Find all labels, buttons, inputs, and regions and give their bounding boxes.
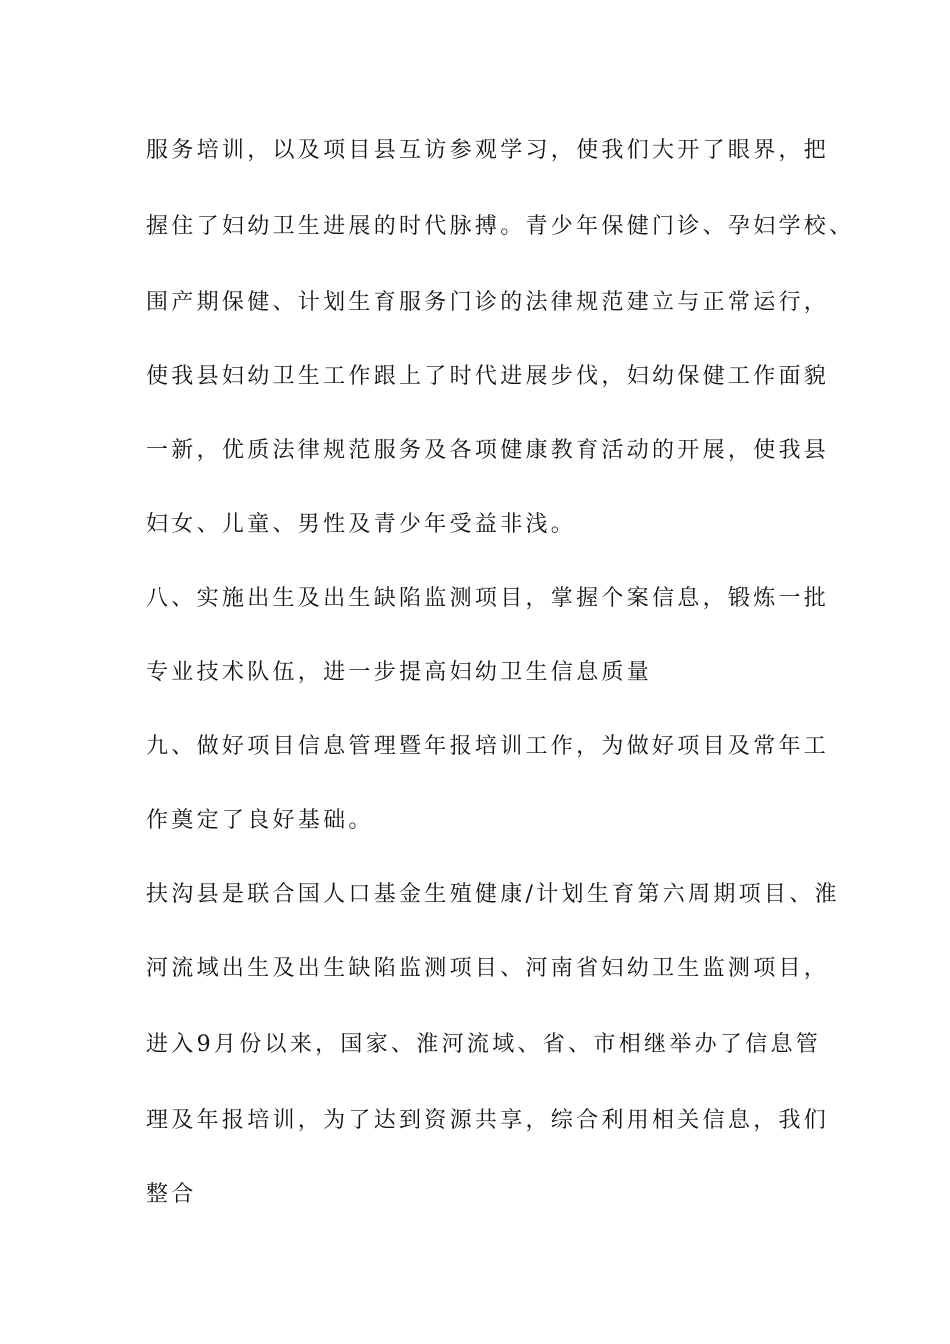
text-line-2: 握住了妇幼卫生进展的时代脉搏。青少年保健门诊、孕妇学校、 [146, 214, 855, 239]
text-line-13: 进入9月份以来，国家、淮河流域、省、市相继举办了信息管 [146, 1032, 822, 1057]
text-line-5: 一新，优质法律规范服务及各项健康教育活动的开展，使我县 [146, 438, 830, 463]
text-line-4: 使我县妇幼卫生工作跟上了时代进展步伐，妇幼保健工作面貌 [146, 364, 830, 389]
text-line-3: 围产期保健、计划生育服务门诊的法律规范建立与正常运行， [146, 290, 830, 315]
section-heading-9-line-2: 作奠定了良好基础。 [146, 808, 374, 833]
section-heading-8-line-1: 八、实施出生及出生缺陷监测项目，掌握个案信息，锻炼一批 [146, 586, 830, 611]
text-line-6: 妇女、儿童、男性及青少年受益非浅。 [146, 512, 577, 537]
section-heading-8-line-2: 专业技术队伍，进一步提高妇幼卫生信息质量 [146, 660, 653, 685]
section-heading-9-line-1: 九、做好项目信息管理暨年报培训工作，为做好项目及常年工 [146, 734, 830, 759]
text-line-12: 河流域出生及出生缺陷监测项目、河南省妇幼卫生监测项目， [146, 956, 830, 981]
text-line-11: 扶沟县是联合国人口基金生殖健康/计划生育第六周期项目、淮 [146, 882, 840, 907]
text-line-14: 理及年报培训，为了达到资源共享，综合利用相关信息，我们 [146, 1108, 830, 1133]
text-line-1: 服务培训，以及项目县互访参观学习，使我们大开了眼界，把 [146, 138, 830, 163]
text-line-15: 整合 [146, 1182, 197, 1207]
